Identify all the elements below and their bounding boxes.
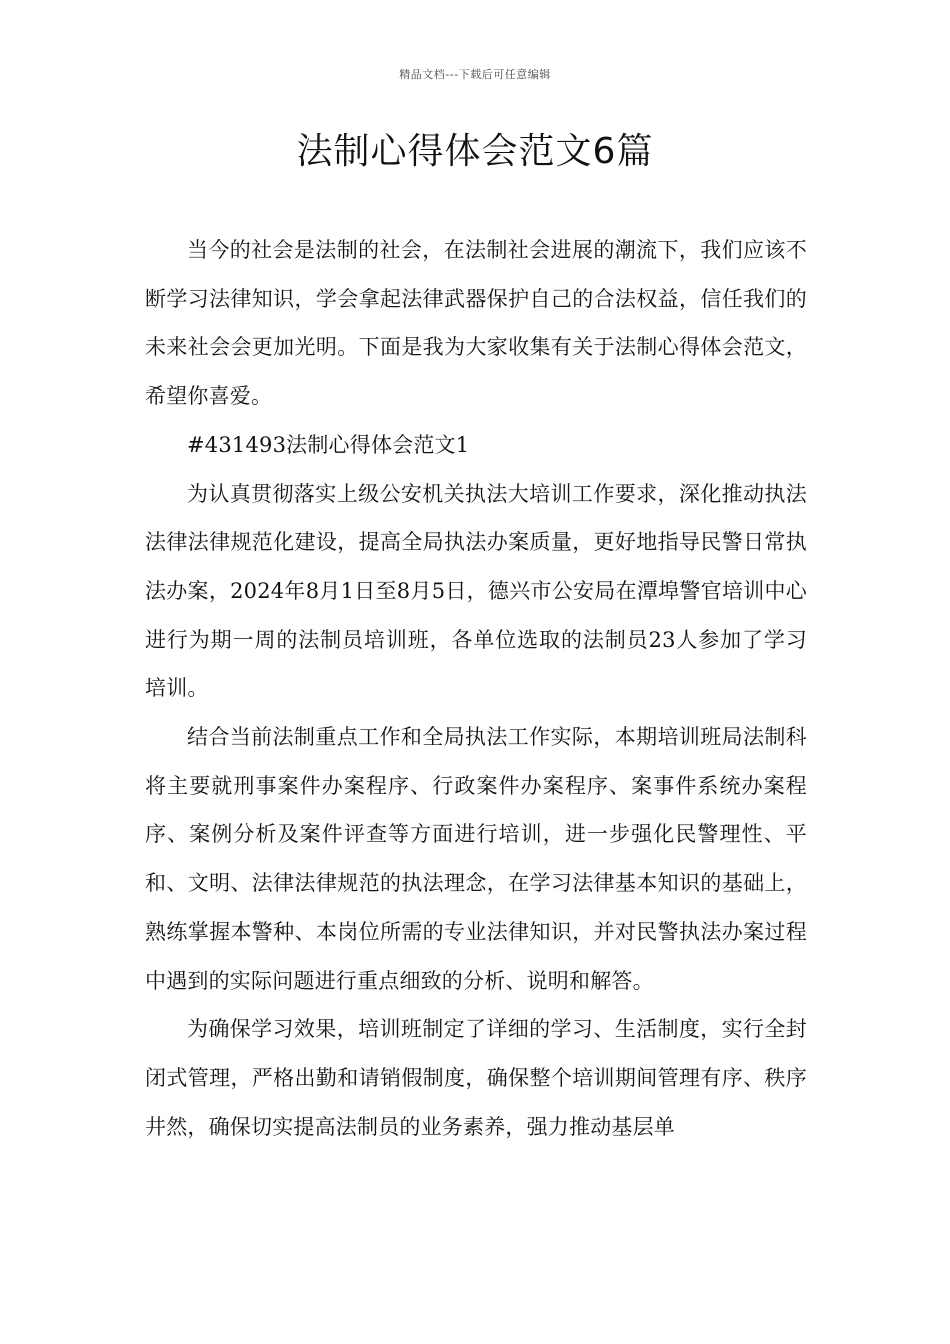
paragraph: 结合当前法制重点工作和全局执法工作实际，本期培训班局法制科将主要就刑事案件办案程序、行政案件办案程序、案事件系统办案程序、案例分析及案件评查等方面进行培训，进一步强化民警理性、平和、文明、法律法律规范的执法理念，在学习法律基本知识的基础上，熟练掌握本警种、本岗位所需的专业法律知识，并对民警执法办案过程中遇到的实际问题进行重点细致的分析、说明和解答。: [145, 725, 807, 993]
document-body: [145, 226, 807, 1151]
paragraph-intro: 当今的社会是法制的社会，在法制社会进展的潮流下，我们应该不断学习法律知识，学会拿起法律武器保护自己的合法权益，信任我们的未来社会会更加光明。下面是我为大家收集有关于法制心得体会范文，希望你喜爱。: [145, 238, 807, 409]
section-heading: #431493法制心得体会范文1: [187, 432, 470, 457]
page-title: 法制心得体会范文6篇: [296, 131, 654, 172]
page-header: 精品文档---下载后可任意编辑: [399, 68, 551, 81]
paragraph: 为认真贯彻落实上级公安机关执法大培训工作要求，深化推动执法法律法律规范化建设，提高全局执法办案质量，更好地指导民警日常执法办案，2024年8月1日至8月5日，德兴市公安局在潭埠警官培训中心进行为期一周的法制员培训班，各单位选取的法制员23人参加了学习培训。: [145, 481, 807, 701]
paragraph: 为确保学习效果，培训班制定了详细的学习、生活制度，实行全封闭式管理，严格出勤和请销假制度，确保整个培训期间管理有序、秩序井然，确保切实提高法制员的业务素养，强力推动基层单: [145, 1017, 807, 1139]
